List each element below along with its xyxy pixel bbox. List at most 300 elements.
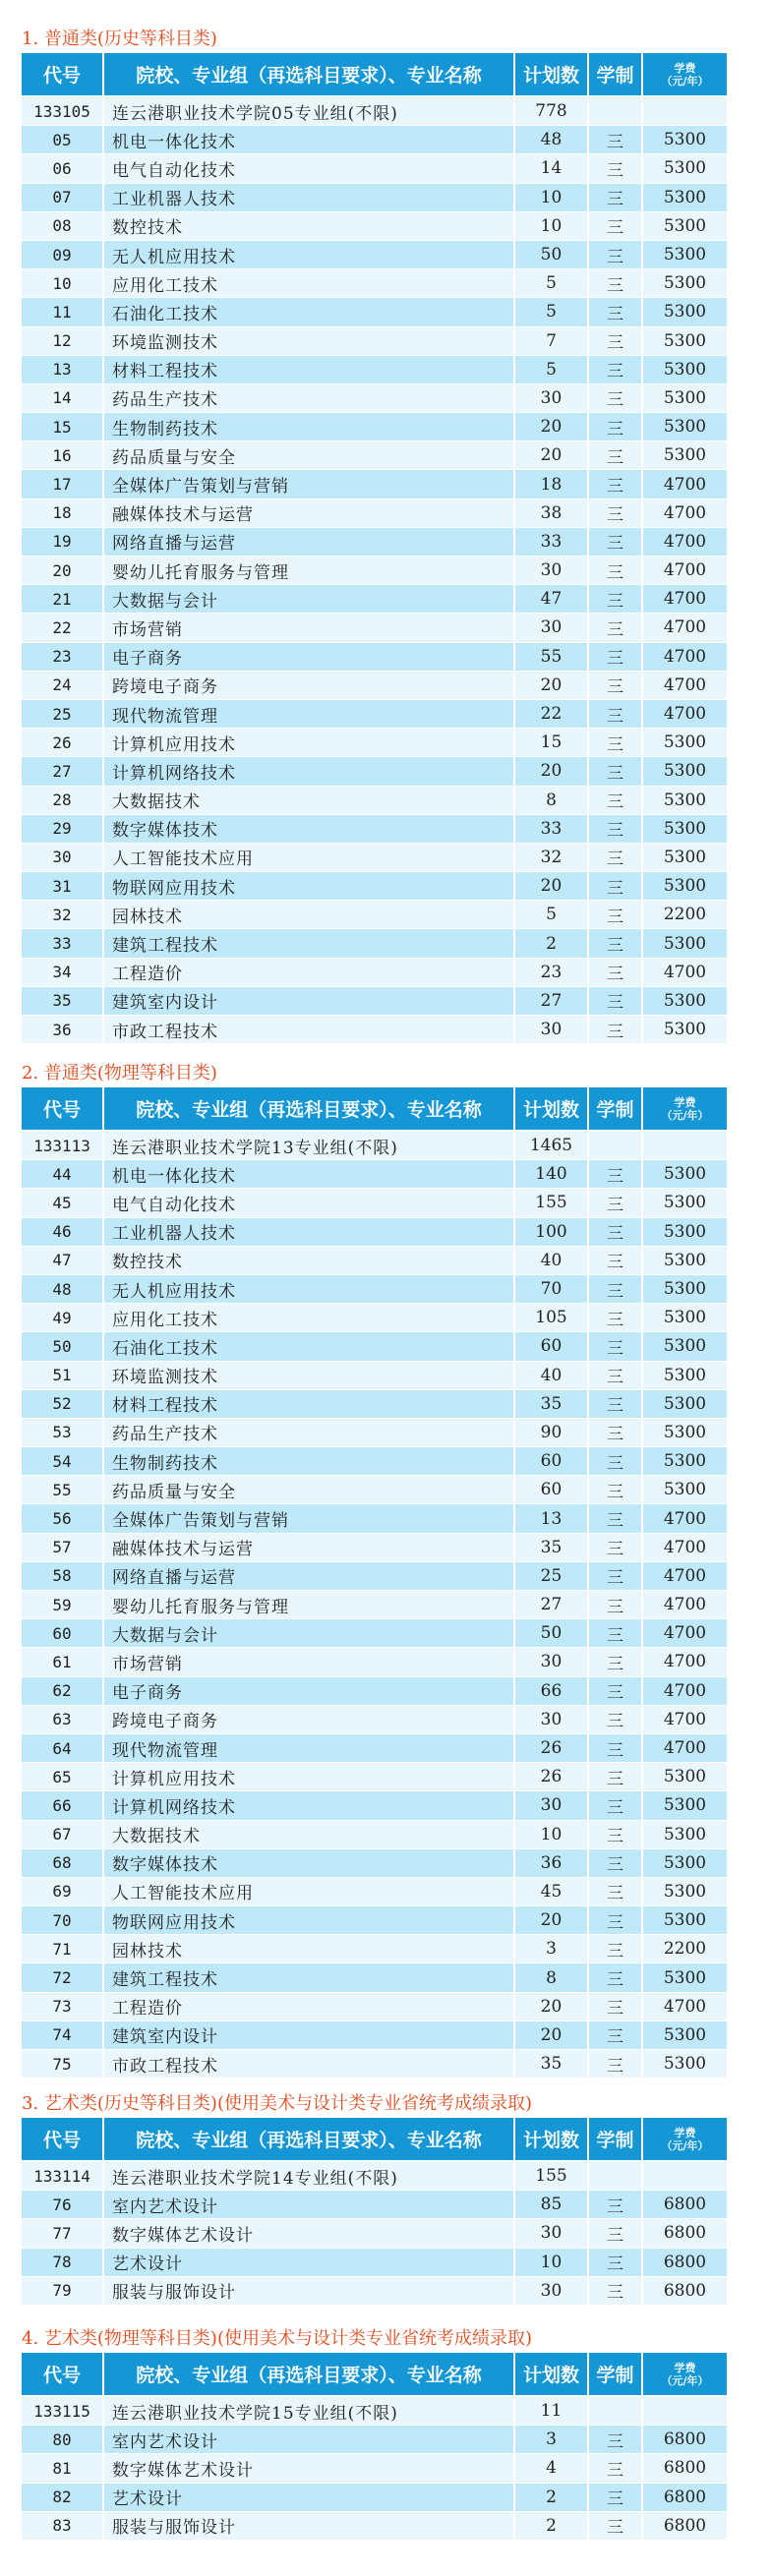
major-name: 建筑工程技术 [103, 1963, 514, 1992]
plan-count: 30 [514, 556, 588, 585]
tuition-fee: 5300 [642, 1274, 728, 1303]
major-name: 市政工程技术 [103, 2050, 514, 2078]
study-years: 三 [588, 413, 642, 441]
study-years: 三 [588, 1820, 642, 1848]
major-name: 融媒体技术与运营 [103, 1533, 514, 1561]
plan-count: 30 [514, 2219, 588, 2248]
major-code: 59 [22, 1591, 103, 1619]
major-name: 数字媒体技术 [103, 814, 514, 843]
study-years: 三 [588, 1016, 642, 1044]
major-code: 53 [22, 1418, 103, 1446]
major-name: 工程造价 [103, 958, 514, 986]
major-name: 计算机网络技术 [103, 757, 514, 786]
plan-count: 25 [514, 1561, 588, 1590]
major-name: 大数据技术 [103, 786, 514, 814]
table-row [22, 1848, 728, 1877]
major-code: 61 [22, 1648, 103, 1676]
major-code: 45 [22, 1189, 103, 1217]
study-years: 三 [588, 498, 642, 527]
header-fee-top: 学费 [674, 2361, 696, 2374]
major-name: 市场营销 [103, 614, 514, 642]
table-row [22, 1476, 728, 1504]
major-name: 药品生产技术 [103, 1418, 514, 1446]
header-fee-bottom: （元/年） [661, 74, 709, 88]
major-name: 生物制药技术 [103, 413, 514, 441]
plan-count: 2 [514, 2483, 588, 2511]
plan-count: 5 [514, 269, 588, 298]
tuition-fee: 5300 [642, 126, 728, 154]
table-row [22, 1332, 728, 1361]
table-row [22, 1016, 728, 1044]
section-title: 2. 普通类(物理等科目类) [22, 1063, 217, 1083]
study-years: 三 [588, 2191, 642, 2219]
table-row [22, 2248, 728, 2276]
major-code: 54 [22, 1447, 103, 1476]
plan-count: 30 [514, 1648, 588, 1676]
group-fee [642, 2396, 728, 2426]
table-row [22, 2191, 728, 2219]
study-years: 三 [588, 814, 642, 843]
major-name: 大数据与会计 [103, 585, 514, 614]
major-name: 工程造价 [103, 1992, 514, 2020]
plan-count: 70 [514, 1274, 588, 1303]
tuition-fee: 6800 [642, 2483, 728, 2511]
table-row [22, 2483, 728, 2511]
tuition-fee: 5300 [642, 986, 728, 1015]
group-fee [642, 2161, 728, 2191]
tuition-fee: 4700 [642, 1705, 728, 1733]
study-years: 三 [588, 757, 642, 786]
plan-count: 13 [514, 1504, 588, 1533]
group-name: 连云港职业技术学院14专业组(不限) [103, 2161, 514, 2191]
major-code: 75 [22, 2050, 103, 2078]
major-code: 25 [22, 699, 103, 728]
major-code: 11 [22, 298, 103, 326]
plan-count: 20 [514, 413, 588, 441]
header-fee [642, 1087, 728, 1131]
plan-count: 30 [514, 1791, 588, 1820]
tuition-fee: 5300 [642, 814, 728, 843]
group-system [588, 1131, 642, 1160]
table-row [22, 2020, 728, 2049]
table-row [22, 470, 728, 498]
header-plan: 计划数 [514, 2118, 588, 2161]
study-years: 三 [588, 1189, 642, 1217]
tuition-fee: 6800 [642, 2219, 728, 2248]
plan-count: 30 [514, 383, 588, 412]
major-name: 市政工程技术 [103, 1016, 514, 1044]
major-name: 电子商务 [103, 642, 514, 671]
tuition-fee: 5300 [642, 757, 728, 786]
major-code: 77 [22, 2219, 103, 2248]
group-system [588, 2396, 642, 2426]
group-plan: 155 [514, 2161, 588, 2191]
table-row [22, 757, 728, 786]
major-name: 工业机器人技术 [103, 1217, 514, 1246]
plan-count: 66 [514, 1676, 588, 1705]
major-code: 62 [22, 1676, 103, 1705]
study-years: 三 [588, 1304, 642, 1332]
major-code: 10 [22, 269, 103, 298]
major-code: 15 [22, 413, 103, 441]
header-fee-bottom: （元/年） [661, 1108, 709, 1122]
plan-count: 47 [514, 585, 588, 614]
study-years: 三 [588, 2020, 642, 2049]
major-name: 计算机网络技术 [103, 1791, 514, 1820]
major-code: 21 [22, 585, 103, 614]
study-years: 三 [588, 383, 642, 412]
major-name: 人工智能技术应用 [103, 843, 514, 871]
major-name: 大数据技术 [103, 1820, 514, 1848]
tuition-fee: 5300 [642, 1418, 728, 1446]
header-row [22, 1087, 728, 1131]
major-code: 64 [22, 1733, 103, 1762]
major-code: 48 [22, 1274, 103, 1303]
study-years: 三 [588, 585, 642, 614]
group-code: 133113 [22, 1131, 103, 1160]
tuition-fee: 4700 [642, 614, 728, 642]
table-row [22, 786, 728, 814]
study-years: 三 [588, 1533, 642, 1561]
group-row [22, 1131, 728, 1160]
section-4 [22, 2325, 728, 2541]
major-name: 跨境电子商务 [103, 671, 514, 699]
table-row [22, 2426, 728, 2454]
tuition-fee: 4700 [642, 527, 728, 556]
major-code: 82 [22, 2483, 103, 2511]
study-years: 三 [588, 1733, 642, 1762]
major-code: 56 [22, 1504, 103, 1533]
table-row [22, 1504, 728, 1533]
study-years: 三 [588, 843, 642, 871]
major-code: 81 [22, 2454, 103, 2483]
study-years: 三 [588, 2248, 642, 2276]
table-row [22, 929, 728, 958]
plan-count: 33 [514, 527, 588, 556]
table-row [22, 1447, 728, 1476]
major-name: 艺术设计 [103, 2483, 514, 2511]
plan-count: 20 [514, 872, 588, 901]
header-plan: 计划数 [514, 1087, 588, 1131]
header-fee-bottom: （元/年） [661, 2373, 709, 2387]
table-row [22, 986, 728, 1015]
tuition-fee: 5300 [642, 441, 728, 470]
table-row [22, 1160, 728, 1189]
major-code: 47 [22, 1246, 103, 1274]
major-code: 49 [22, 1304, 103, 1332]
study-years: 三 [588, 1763, 642, 1791]
study-years: 三 [588, 1160, 642, 1189]
table-row [22, 126, 728, 154]
plan-count: 40 [514, 1361, 588, 1389]
plan-count: 27 [514, 1591, 588, 1619]
tuition-fee: 5300 [642, 1332, 728, 1361]
plan-count: 60 [514, 1476, 588, 1504]
study-years: 三 [588, 1963, 642, 1992]
study-years: 三 [588, 326, 642, 355]
table-row [22, 1676, 728, 1705]
tuition-fee: 6800 [642, 2454, 728, 2483]
major-name: 无人机应用技术 [103, 240, 514, 268]
plan-count: 30 [514, 1016, 588, 1044]
study-years: 三 [588, 1561, 642, 1590]
tuition-fee: 5300 [642, 1848, 728, 1877]
tuition-fee: 4700 [642, 1533, 728, 1561]
study-years: 三 [588, 1246, 642, 1274]
tuition-fee: 4700 [642, 470, 728, 498]
major-name: 婴幼儿托育服务与管理 [103, 556, 514, 585]
tuition-fee: 5300 [642, 1877, 728, 1905]
table-row [22, 1561, 728, 1590]
major-code: 74 [22, 2020, 103, 2049]
group-system [588, 2161, 642, 2191]
study-years: 三 [588, 1935, 642, 1963]
plan-count: 27 [514, 986, 588, 1015]
table-row [22, 1361, 728, 1389]
study-years: 三 [588, 527, 642, 556]
group-fee [642, 1131, 728, 1160]
table-row [22, 1906, 728, 1935]
table-row [22, 729, 728, 757]
group-code: 133105 [22, 96, 103, 126]
admission-table [22, 2353, 729, 2541]
group-row [22, 2396, 728, 2426]
major-code: 18 [22, 498, 103, 527]
header-row [22, 2118, 728, 2161]
header-fee [642, 53, 728, 96]
tuition-fee: 4700 [642, 699, 728, 728]
major-name: 工业机器人技术 [103, 183, 514, 211]
table-row [22, 1389, 728, 1418]
major-code: 72 [22, 1963, 103, 1992]
major-name: 大数据与会计 [103, 1619, 514, 1648]
major-name: 婴幼儿托育服务与管理 [103, 1591, 514, 1619]
table-row [22, 1733, 728, 1762]
tuition-fee: 5300 [642, 240, 728, 268]
study-years: 三 [588, 2511, 642, 2540]
tuition-fee: 5300 [642, 211, 728, 240]
table-row [22, 441, 728, 470]
header-row [22, 53, 728, 96]
tuition-fee: 5300 [642, 1246, 728, 1274]
table-row [22, 958, 728, 986]
major-name: 跨境电子商务 [103, 1705, 514, 1733]
major-name: 计算机应用技术 [103, 1763, 514, 1791]
major-code: 12 [22, 326, 103, 355]
plan-count: 15 [514, 729, 588, 757]
major-name: 网络直播与运营 [103, 1561, 514, 1590]
plan-count: 20 [514, 441, 588, 470]
table-row [22, 843, 728, 871]
table-row [22, 498, 728, 527]
group-fee [642, 96, 728, 126]
tuition-fee: 6800 [642, 2191, 728, 2219]
plan-count: 22 [514, 699, 588, 728]
major-name: 建筑室内设计 [103, 986, 514, 1015]
plan-count: 10 [514, 1820, 588, 1848]
major-code: 07 [22, 183, 103, 211]
major-code: 79 [22, 2276, 103, 2305]
study-years: 三 [588, 240, 642, 268]
plan-count: 10 [514, 2248, 588, 2276]
major-code: 31 [22, 872, 103, 901]
tuition-fee: 4700 [642, 1561, 728, 1590]
study-years: 三 [588, 1361, 642, 1389]
table-row [22, 269, 728, 298]
major-name: 建筑室内设计 [103, 2020, 514, 2049]
header-name: 院校、专业组（再选科目要求）、专业名称 [103, 53, 514, 96]
table-row [22, 1791, 728, 1820]
table-row [22, 585, 728, 614]
major-code: 05 [22, 126, 103, 154]
tuition-fee: 4700 [642, 556, 728, 585]
major-code: 24 [22, 671, 103, 699]
tuition-fee: 6800 [642, 2511, 728, 2540]
header-fee-bottom: （元/年） [661, 2138, 709, 2152]
major-code: 20 [22, 556, 103, 585]
tuition-fee: 5300 [642, 2020, 728, 2049]
plan-count: 8 [514, 1963, 588, 1992]
major-name: 应用化工技术 [103, 269, 514, 298]
tuition-fee: 4700 [642, 1733, 728, 1762]
major-code: 71 [22, 1935, 103, 1963]
study-years: 三 [588, 1676, 642, 1705]
study-years: 三 [588, 2050, 642, 2078]
major-name: 数字媒体艺术设计 [103, 2219, 514, 2248]
study-years: 三 [588, 2454, 642, 2483]
group-name: 连云港职业技术学院05专业组(不限) [103, 96, 514, 126]
major-code: 17 [22, 470, 103, 498]
major-code: 78 [22, 2248, 103, 2276]
header-code: 代号 [22, 53, 103, 96]
group-name: 连云港职业技术学院13专业组(不限) [103, 1131, 514, 1160]
major-code: 60 [22, 1619, 103, 1648]
plan-count: 18 [514, 470, 588, 498]
plan-count: 23 [514, 958, 588, 986]
tuition-fee: 5300 [642, 843, 728, 871]
table-row [22, 1189, 728, 1217]
study-years: 三 [588, 699, 642, 728]
major-name: 物联网应用技术 [103, 872, 514, 901]
major-code: 63 [22, 1705, 103, 1733]
tuition-fee: 5300 [642, 1763, 728, 1791]
header-system: 学制 [588, 53, 642, 96]
table-row [22, 901, 728, 929]
tuition-fee: 5300 [642, 1476, 728, 1504]
section-3 [22, 2090, 728, 2306]
table-row [22, 2511, 728, 2540]
major-name: 网络直播与运营 [103, 527, 514, 556]
plan-count: 20 [514, 757, 588, 786]
header-system: 学制 [588, 1087, 642, 1131]
study-years: 三 [588, 986, 642, 1015]
major-code: 08 [22, 211, 103, 240]
major-name: 人工智能技术应用 [103, 1877, 514, 1905]
study-years: 三 [588, 211, 642, 240]
major-code: 73 [22, 1992, 103, 2020]
tuition-fee: 5300 [642, 1160, 728, 1189]
plan-count: 30 [514, 614, 588, 642]
tuition-fee: 5300 [642, 1906, 728, 1935]
study-years: 三 [588, 958, 642, 986]
major-code: 26 [22, 729, 103, 757]
tuition-fee: 4700 [642, 1504, 728, 1533]
major-name: 石油化工技术 [103, 298, 514, 326]
major-name: 艺术设计 [103, 2248, 514, 2276]
plan-count: 26 [514, 1763, 588, 1791]
plan-count: 4 [514, 2454, 588, 2483]
major-name: 材料工程技术 [103, 1389, 514, 1418]
plan-count: 7 [514, 326, 588, 355]
tuition-fee: 5300 [642, 298, 728, 326]
tuition-fee: 4700 [642, 1619, 728, 1648]
plan-count: 35 [514, 1389, 588, 1418]
tuition-fee: 4700 [642, 671, 728, 699]
study-years: 三 [588, 1906, 642, 1935]
tuition-fee: 4700 [642, 1591, 728, 1619]
major-code: 83 [22, 2511, 103, 2540]
plan-count: 14 [514, 154, 588, 183]
major-name: 材料工程技术 [103, 355, 514, 383]
tuition-fee: 5300 [642, 183, 728, 211]
study-years: 三 [588, 1791, 642, 1820]
table-row [22, 1418, 728, 1446]
table-row [22, 326, 728, 355]
plan-count: 30 [514, 2276, 588, 2305]
header-code: 代号 [22, 2353, 103, 2396]
major-code: 29 [22, 814, 103, 843]
plan-count: 26 [514, 1733, 588, 1762]
study-years: 三 [588, 556, 642, 585]
plan-count: 3 [514, 1935, 588, 1963]
plan-count: 20 [514, 1992, 588, 2020]
major-name: 物联网应用技术 [103, 1906, 514, 1935]
table-row [22, 1820, 728, 1848]
tuition-fee: 5300 [642, 729, 728, 757]
table-row [22, 1963, 728, 1992]
table-row [22, 1877, 728, 1905]
tuition-fee: 5300 [642, 413, 728, 441]
study-years: 三 [588, 1848, 642, 1877]
major-name: 计算机应用技术 [103, 729, 514, 757]
major-name: 生物制药技术 [103, 1447, 514, 1476]
major-code: 36 [22, 1016, 103, 1044]
header-fee [642, 2353, 728, 2396]
plan-count: 55 [514, 642, 588, 671]
tuition-fee: 4700 [642, 1648, 728, 1676]
major-name: 数控技术 [103, 211, 514, 240]
plan-count: 20 [514, 671, 588, 699]
tuition-fee: 6800 [642, 2248, 728, 2276]
table-row [22, 614, 728, 642]
major-code: 23 [22, 642, 103, 671]
plan-count: 60 [514, 1332, 588, 1361]
study-years: 三 [588, 872, 642, 901]
major-name: 无人机应用技术 [103, 1274, 514, 1303]
header-row [22, 2353, 728, 2396]
plan-count: 140 [514, 1160, 588, 1189]
group-row [22, 96, 728, 126]
major-name: 石油化工技术 [103, 1332, 514, 1361]
study-years: 三 [588, 1332, 642, 1361]
header-name: 院校、专业组（再选科目要求）、专业名称 [103, 2118, 514, 2161]
table-row [22, 355, 728, 383]
tuition-fee: 5300 [642, 269, 728, 298]
table-row [22, 1246, 728, 1274]
tuition-fee: 5300 [642, 2050, 728, 2078]
admission-table [22, 2118, 729, 2306]
major-name: 全媒体广告策划与营销 [103, 1504, 514, 1533]
